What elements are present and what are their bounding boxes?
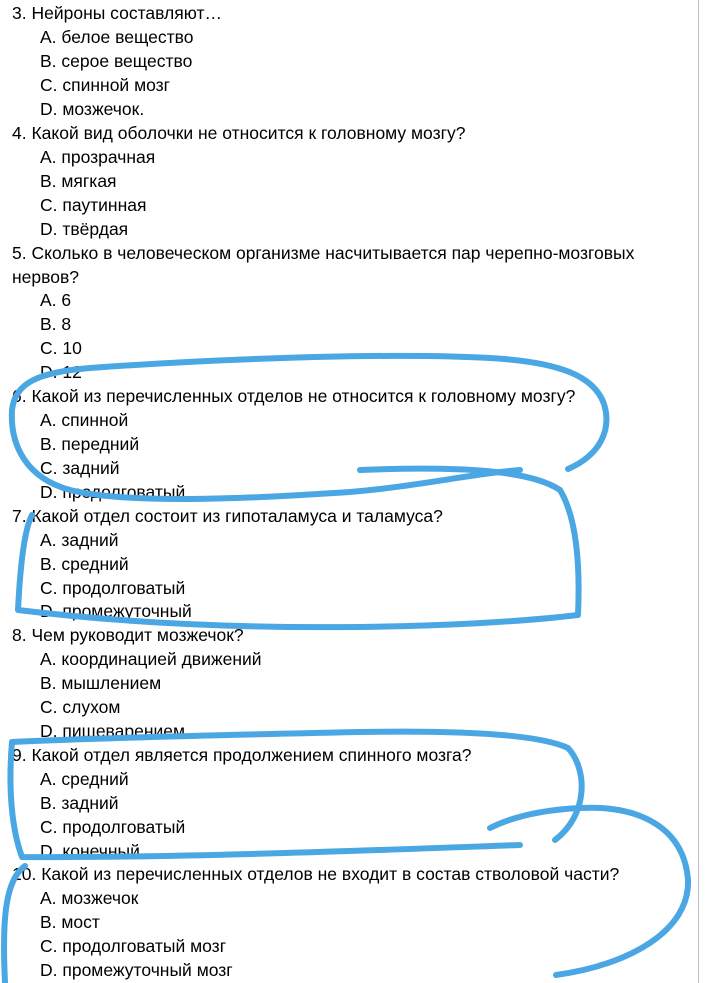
question-6-option-d: D. продолговатый — [40, 482, 186, 502]
question-7-option-b: B. средний — [40, 554, 129, 574]
question-4-option-c: C. паутинная — [40, 195, 147, 215]
question-10-text: 10. Какой из перечисленных отделов не входит в состав стволовой части? — [12, 864, 620, 884]
question-3-text: 3. Нейроны составляют… — [12, 3, 222, 23]
question-5-text-line-1: 5. Сколько в человеческом организме насчитывается пар черепно-мозговых — [12, 243, 635, 263]
question-5-option-a: A. 6 — [40, 290, 72, 310]
question-9-option-c: C. продолговатый — [40, 817, 186, 837]
question-8-option-d: D. пищеварением — [40, 721, 186, 741]
question-7-option-c: C. продолговатый — [40, 578, 186, 598]
question-3-option-c: C. спинной мозг — [40, 75, 171, 95]
page-border — [698, 0, 699, 983]
question-6-option-b: B. передний — [40, 434, 140, 454]
question-4-option-d: D. твёрдая — [40, 219, 129, 239]
question-7-text: 7. Какой отдел состоит из гипоталамуса и таламуса? — [12, 506, 443, 526]
question-3-option-a: A. белое вещество — [40, 27, 194, 47]
question-3-option-d: D. мозжечок. — [40, 99, 145, 119]
question-6-option-c: C. задний — [40, 458, 120, 478]
question-4-option-b: B. мягкая — [40, 171, 117, 191]
question-10-option-c: C. продолговатый мозг — [40, 936, 227, 956]
question-6-text: 6. Какой из перечисленных отделов не относится к головному мозгу? — [12, 386, 576, 406]
question-10-option-d: D. промежуточный мозг — [40, 960, 233, 980]
question-6-option-a: A. спинной — [40, 410, 129, 430]
question-9-text: 9. Какой отдел является продолжением спинного мозга? — [12, 745, 472, 765]
question-9-option-a: A. средний — [40, 769, 129, 789]
question-8-option-b: B. мышлением — [40, 673, 162, 693]
question-8-option-c: C. слухом — [40, 697, 121, 717]
question-4-option-a: A. прозрачная — [40, 147, 156, 167]
question-10-option-a: A. мозжечок — [40, 888, 139, 908]
question-5-option-c: C. 10 — [40, 338, 82, 358]
question-5-option-d: D. 12 — [40, 362, 82, 382]
question-5-text-line-2: нервов? — [12, 267, 79, 287]
question-8-option-a: A. координацией движений — [40, 649, 262, 669]
question-7-option-d: D. промежуточный — [40, 601, 192, 621]
question-10-option-b: B. мост — [40, 912, 100, 932]
question-4-text: 4. Какой вид оболочки не относится к головному мозгу? — [12, 123, 466, 143]
question-7-option-a: A. задний — [40, 530, 119, 550]
question-8-text: 8. Чем руководит мозжечок? — [12, 625, 244, 645]
question-3-option-b: B. серое вещество — [40, 51, 193, 71]
question-9-option-b: B. задний — [40, 793, 119, 813]
question-5-option-b: B. 8 — [40, 314, 72, 334]
question-9-option-d: D. конечный — [40, 841, 140, 861]
